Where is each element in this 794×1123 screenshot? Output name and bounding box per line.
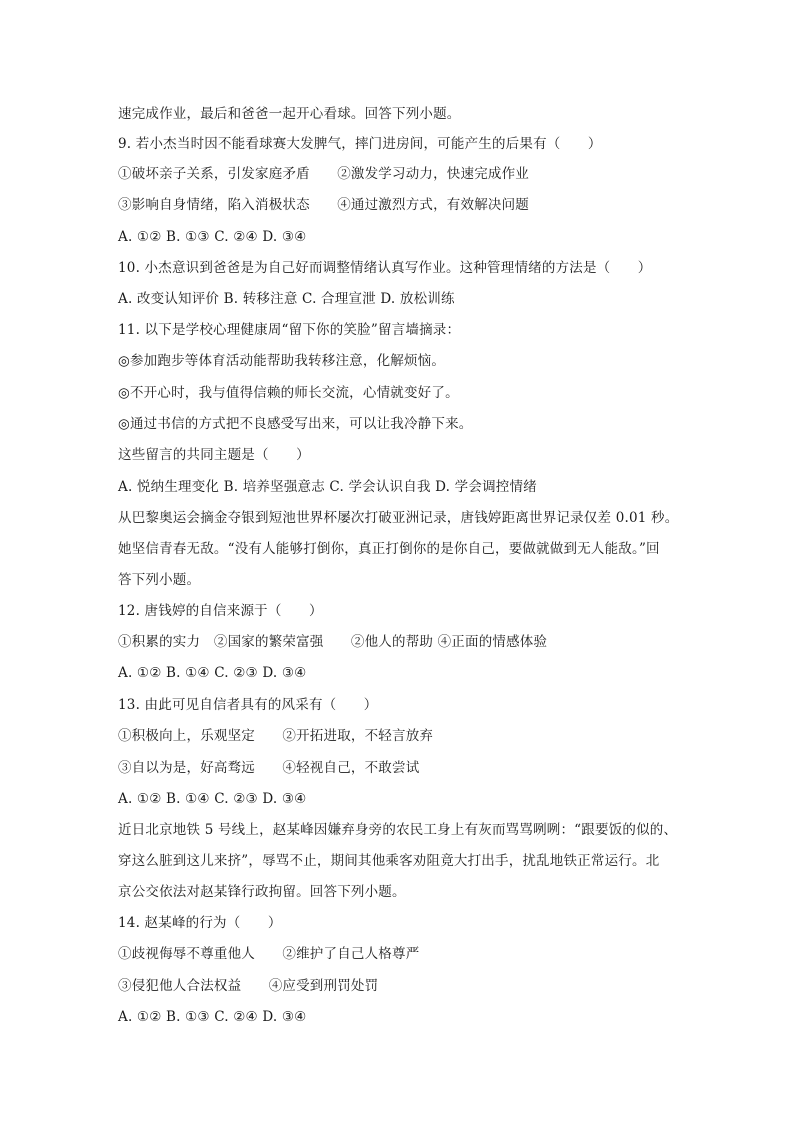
material-text-line: 穿这么脏到这儿来挤”，辱骂不止，期间其他乘客劝阻竟大打出手，扰乱地铁正常运行。北 (118, 853, 660, 869)
question-9-options-2: ③影响自身情绪，陷入消极状态 ④通过激烈方式，有效解决问题 (118, 197, 529, 213)
question-11-message-1: ◎参加跑步等体育活动能帮助我转移注意，化解烦恼。 (118, 353, 446, 369)
material-text-line: 她坚信青春无敌。“没有人能够打倒你，真正打倒你的是你自己，要做就做到无人能敌。”回 (118, 541, 660, 557)
question-9: 9. 若小杰当时因不能看球赛大发脾气，摔门进房间，可能产生的后果有（ ） (118, 136, 602, 152)
material-text-line: 答下列小题。 (118, 572, 201, 588)
question-11: 11. 以下是学校心理健康周“留下你的笑脸”留言墙摘录： (118, 322, 461, 338)
question-11-prompt: 这些留言的共同主题是（ ） (118, 447, 310, 463)
question-12-choices: A. ①② B. ①④ C. ②③ D. ③④ (118, 665, 307, 681)
question-14-options-2: ③侵犯他人合法权益 ④应受到刑罚处罚 (118, 978, 379, 994)
question-12-options: ①积累的实力 ②国家的繁荣富强 ②他人的帮助 ④正面的情感体验 (118, 634, 548, 650)
question-14: 14. 赵某峰的行为（ ） (118, 915, 282, 931)
question-13-options-2: ③自以为是，好高骛远 ④轻视自己，不敢尝试 (118, 760, 420, 776)
question-13-choices: A. ①② B. ①④ C. ②③ D. ③④ (118, 791, 307, 807)
material-text-line: 从巴黎奥运会摘金夺银到短池世界杯屡次打破亚洲记录，唐钱婷距离世界记录仅差 0.01 秒。 (118, 510, 679, 526)
question-10: 10. 小杰意识到爸爸是为自己好而调整情绪认真写作业。这种管理情绪的方法是（ ） (118, 260, 652, 276)
material-text-line: 京公交依法对赵某锋行政拘留。回答下列小题。 (118, 884, 406, 900)
material-text-line: 近日北京地铁 5 号线上，赵某峰因嫌弃身旁的农民工身上有灰而骂骂咧咧：“跟要饭的似的、 (118, 822, 678, 838)
question-12: 12. 唐钱婷的自信来源于（ ） (118, 603, 323, 619)
question-11-choices: A. 悦纳生理变化 B. 培养坚强意志 C. 学会认识自我 D. 学会调控情绪 (118, 479, 537, 495)
question-11-message-2: ◎不开心时，我与值得信赖的师长交流，心情就变好了。 (118, 385, 459, 401)
question-9-options-1: ①破坏亲子关系，引发家庭矛盾 ②激发学习动力，快速完成作业 (118, 166, 529, 182)
question-11-message-3: ◎通过书信的方式把不良感受写出来，可以让我冷静下来。 (118, 416, 473, 432)
question-14-choices: A. ①② B. ①③ C. ②④ D. ③④ (118, 1009, 307, 1025)
text-line: 速完成作业，最后和爸爸一起开心看球。回答下列小题。 (118, 106, 461, 122)
question-14-options-1: ①歧视侮辱不尊重他人 ②维护了自己人格尊严 (118, 946, 420, 962)
question-10-choices: A. 改变认知评价 B. 转移注意 C. 合理宣泄 D. 放松训练 (118, 291, 455, 307)
question-13-options-1: ①积极向上，乐观坚定 ②开拓进取，不轻言放弃 (118, 728, 434, 744)
question-13: 13. 由此可见自信者具有的风采有（ ） (118, 697, 378, 713)
question-9-choices: A. ①② B. ①③ C. ②④ D. ③④ (118, 229, 307, 245)
